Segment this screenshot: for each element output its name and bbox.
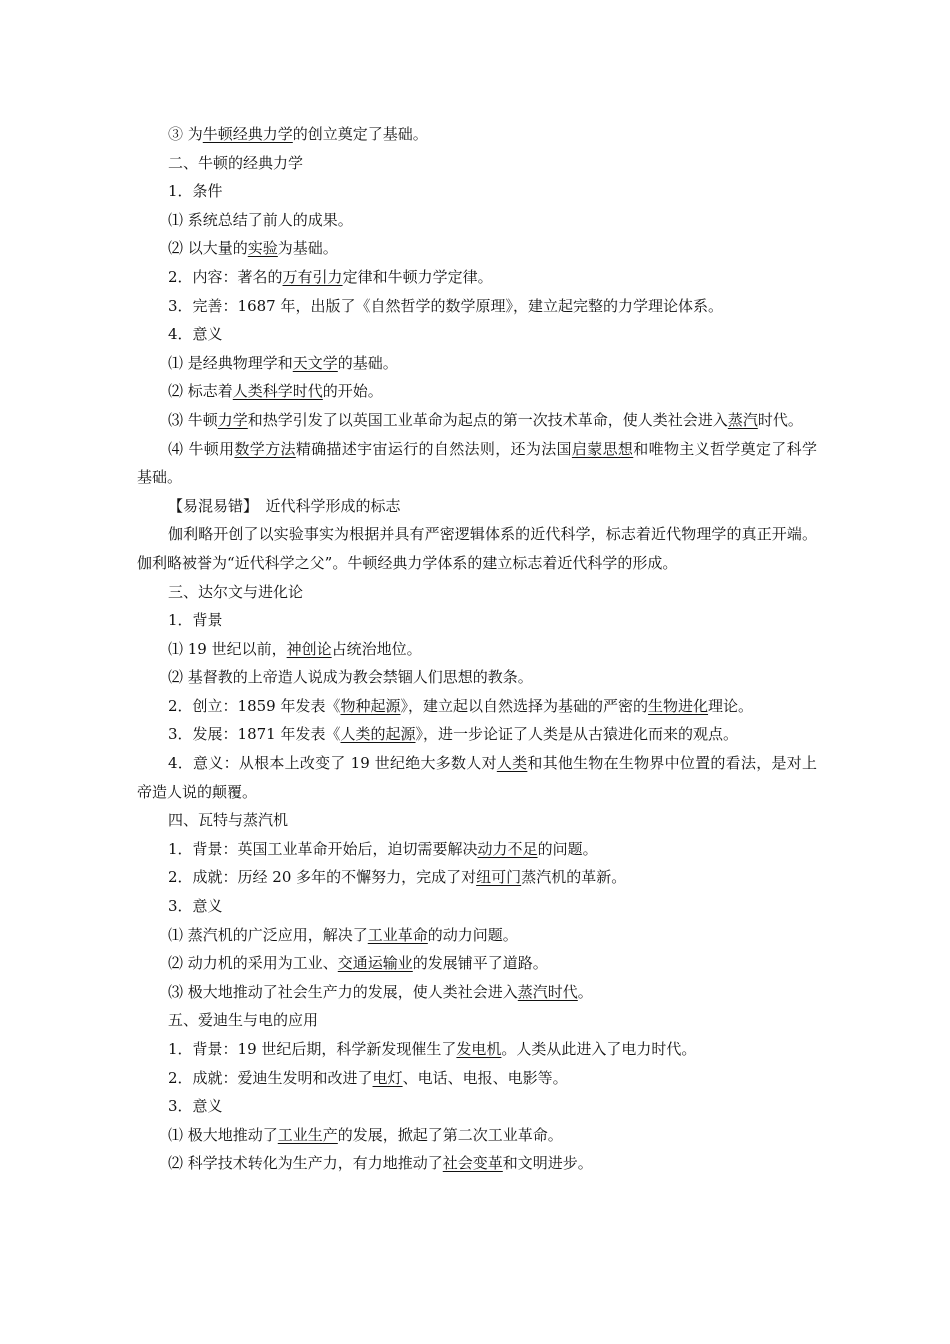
underlined-term: 工业革命 <box>367 925 428 944</box>
paragraph <box>137 349 817 378</box>
text-run: ⑵ 基督教的上帝造人说成为教会禁锢人们思想的教条。 <box>168 668 533 687</box>
underlined-term: 人类 <box>496 754 528 773</box>
text-run: 3．完善：1687 年，出版了《自然哲学的数学原理》，建立起完整的力学理论体系。 <box>168 296 723 315</box>
paragraph <box>137 263 817 292</box>
underlined-term: 神创论 <box>286 639 332 658</box>
text-run: 3．意义 <box>168 897 223 916</box>
text-run: 的基础。 <box>337 353 398 372</box>
underlined-term: 蒸汽 <box>727 410 758 429</box>
text-run: ⑶ 牛顿 <box>168 410 218 429</box>
text-run: 。人类从此进入了电力时代。 <box>501 1040 697 1058</box>
paragraph <box>137 1092 817 1121</box>
text-run: 五、爱迪生与电的应用 <box>168 1011 319 1030</box>
text-run: 精确描述宇宙运行的自然法则，还为法国 <box>295 439 572 458</box>
paragraph <box>137 377 817 406</box>
text-run: 三、达尔文与进化论 <box>168 582 304 601</box>
paragraph <box>137 806 817 835</box>
paragraph <box>137 835 817 864</box>
underlined-term: 物种起源 <box>340 696 401 715</box>
paragraph <box>137 177 817 206</box>
underlined-term: 天文学 <box>292 353 338 372</box>
text-run: ③ 为 <box>168 125 203 143</box>
paragraph <box>137 921 817 950</box>
underlined-term: 启蒙思想 <box>571 439 634 458</box>
underlined-term: 人类科学时代 <box>232 382 323 401</box>
paragraph <box>137 606 817 635</box>
text-run: 时代。 <box>757 410 803 429</box>
text-run: 1．背景 <box>168 611 223 630</box>
underlined-term: 发电机 <box>456 1040 502 1058</box>
underlined-term: 工业生产 <box>277 1125 338 1144</box>
paragraph <box>137 1035 817 1064</box>
paragraph <box>137 578 817 607</box>
text-run: 蒸汽机的革新。 <box>521 868 627 887</box>
text-run: 和热学引发了以英国工业革命为起点的第一次技术革命，使人类社会进入 <box>247 410 728 429</box>
text-run: ⑵ 动力机的采用为工业、 <box>168 954 338 973</box>
text-run: 》，建立起以自然选择为基础的严密的 <box>400 696 649 715</box>
paragraph <box>137 435 817 492</box>
underlined-term: 数学方法 <box>234 439 296 458</box>
text-run: 二、牛顿的经典力学 <box>168 153 304 172</box>
text-run: ⑴ 19 世纪以前， <box>168 639 287 658</box>
text-run: 和文明进步。 <box>502 1154 593 1173</box>
text-run: 2．内容：著名的 <box>168 267 283 286</box>
paragraph <box>137 206 817 235</box>
text-run: 四、瓦特与蒸汽机 <box>168 811 289 830</box>
text-run: 3．发展：1871 年发表《 <box>168 725 341 744</box>
text-run: ⑶ 极大地推动了社会生产力的发展，使人类社会进入 <box>168 982 518 1001</box>
text-run: 1．背景：英国工业革命开始后，迫切需要解决 <box>168 839 478 858</box>
text-run: 》，进一步论证了人类是从古猿进化而来的观点。 <box>415 725 739 744</box>
text-run: ⑵ 标志着 <box>168 382 233 401</box>
underlined-term: 纽可门 <box>476 868 522 887</box>
text-run: 的发展，掀起了第二次工业革命。 <box>337 1125 563 1144</box>
text-run: 的问题。 <box>537 839 598 858</box>
underlined-term: 生物进化 <box>648 696 709 715</box>
paragraph <box>137 520 817 577</box>
text-run: 的发展铺平了道路。 <box>412 954 548 973</box>
text-run: 2．成就：历经 20 多年的不懈努力，完成了对 <box>168 868 477 887</box>
text-run: 占统治地位。 <box>331 639 422 658</box>
text-run: 1．背景：19 世纪后期，科学新发现催生了 <box>168 1040 457 1058</box>
text-run: 4．意义 <box>168 325 223 344</box>
underlined-term: 人类的起源 <box>340 725 416 744</box>
text-run: 伽利略开创了以实验事实为根据并具有严密逻辑体系的近代科学，标志着近代物理学的真正开端。伽利略被誉为“近代科学之父”。牛顿经典力学体系的建立标志着近代科学的形成。 <box>137 525 817 572</box>
text-run: 的动力问题。 <box>427 925 518 944</box>
text-run: 【易混易错】 近代科学形成的标志 <box>168 496 401 515</box>
paragraph <box>137 949 817 978</box>
underlined-term: 蒸汽时代 <box>517 982 578 1001</box>
text-run: 理论。 <box>708 696 754 715</box>
text-run: 、电话、电报、电影等。 <box>402 1068 568 1087</box>
text-run: 定律和牛顿力学定律。 <box>342 267 493 286</box>
text-run: 2．创立：1859 年发表《 <box>168 696 341 715</box>
underlined-term: 电灯 <box>372 1068 403 1087</box>
text-run: 。 <box>577 982 593 1001</box>
underlined-term: 力学 <box>217 410 248 429</box>
paragraph <box>137 1064 817 1093</box>
paragraph <box>137 720 817 749</box>
paragraph <box>137 749 817 806</box>
text-run: 2．成就：爱迪生发明和改进了 <box>168 1068 373 1087</box>
paragraph <box>137 663 817 692</box>
paragraph <box>137 863 817 892</box>
paragraph <box>137 635 817 664</box>
underlined-term: 社会变革 <box>442 1154 503 1173</box>
underlined-term: 万有引力 <box>282 267 343 286</box>
paragraph <box>137 492 817 521</box>
text-run: ⑵ 科学技术转化为生产力，有力地推动了 <box>168 1154 443 1173</box>
text-run: 的创立奠定了基础。 <box>292 125 428 143</box>
text-run: ⑴ 蒸汽机的广泛应用，解决了 <box>168 925 368 944</box>
text-run: 1．条件 <box>168 182 223 201</box>
text-run: ⑴ 极大地推动了 <box>168 1125 278 1144</box>
underlined-term: 交通运输业 <box>337 954 413 973</box>
paragraph <box>137 406 817 435</box>
paragraph <box>137 320 817 349</box>
paragraph <box>137 1121 817 1150</box>
underlined-term: 牛顿经典力学 <box>202 125 293 143</box>
text-run: 3．意义 <box>168 1097 223 1116</box>
text-run: 的开始。 <box>322 382 383 401</box>
paragraph <box>137 292 817 321</box>
text-run: ⑴ 系统总结了前人的成果。 <box>168 210 353 229</box>
text-run: ⑴ 是经典物理学和 <box>168 353 293 372</box>
paragraph <box>137 692 817 721</box>
text-run: ⑷ 牛顿用 <box>168 439 235 458</box>
paragraph <box>137 1149 817 1178</box>
text-run: 和唯物主义哲学奠定了科学基础。 <box>137 439 817 487</box>
paragraph <box>137 234 817 263</box>
text-run: 为基础。 <box>277 239 338 258</box>
text-run: 4．意义：从根本上改变了 19 世纪绝大多数人对 <box>168 754 497 773</box>
text-run: 和其他生物在生物界中位置的看法，是对上帝造人说的颠覆。 <box>137 754 817 801</box>
paragraph <box>137 120 817 149</box>
document-body <box>137 120 817 1178</box>
paragraph <box>137 149 817 178</box>
paragraph <box>137 1006 817 1035</box>
paragraph <box>137 892 817 921</box>
underlined-term: 实验 <box>247 239 278 258</box>
underlined-term: 动力不足 <box>477 839 538 858</box>
paragraph <box>137 978 817 1007</box>
text-run: ⑵ 以大量的 <box>168 239 248 258</box>
